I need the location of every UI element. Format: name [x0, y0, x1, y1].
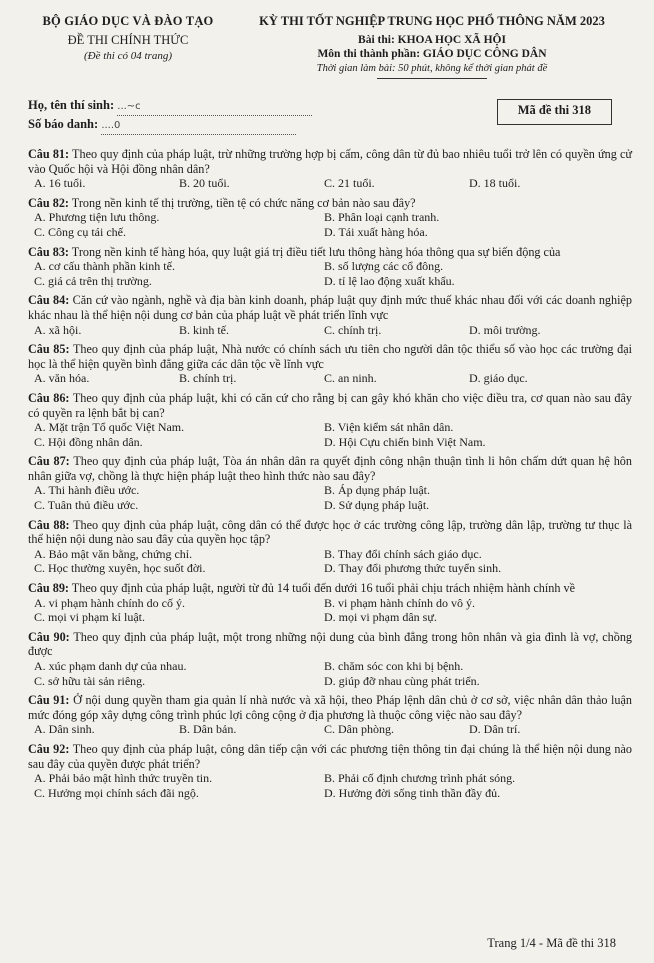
name-value: ...~c — [117, 98, 312, 116]
question-number: Câu 87: — [28, 454, 70, 469]
name-row — [28, 97, 312, 116]
exam-subject: Bài thi: KHOA HỌC XÃ HỘI — [358, 34, 506, 46]
answer-option: A. Bảo mật văn bằng, chứng chỉ. — [34, 546, 193, 561]
answer-option: C. an ninh. — [324, 371, 377, 386]
answer-option: C. Hội đồng nhân dân. — [34, 434, 143, 449]
answer-options — [28, 659, 632, 688]
ministry-name: BỘ GIÁO DỤC VÀ ĐÀO TẠO — [42, 14, 214, 28]
answer-option: D. tỉ lệ lao động xuất khẩu. — [324, 273, 455, 288]
question-text: Theo quy định của pháp luật, người từ đủ 14 tuổi đến dưới 16 tuổi phải chịu trách nhiệm hành chính về — [71, 581, 575, 596]
answer-option: A. vi phạm hành chính do cố ý. — [34, 595, 185, 610]
answer-option: B. Thay đổi chính sách giáo dục. — [324, 546, 482, 561]
question-number: Câu 84: — [28, 293, 70, 308]
question-stem — [28, 581, 632, 596]
question-number: Câu 83: — [28, 244, 69, 259]
time-note: Thời gian làm bài: 50 phút, không kể thời gian phát đề — [316, 63, 548, 74]
answer-option: D. Tái xuất hàng hóa. — [324, 224, 428, 239]
exam-code-box: Mã đề thi 318 — [497, 99, 612, 125]
question — [28, 630, 632, 688]
exam-header — [28, 14, 632, 79]
answer-option: A. 16 tuổi. — [34, 176, 86, 191]
answer-option: B. số lượng các cổ đông. — [324, 259, 444, 274]
exam-component: Môn thi thành phần: GIÁO DỤC CÔNG DÂN — [317, 48, 547, 60]
answer-option: C. Học thường xuyên, học suốt đời. — [34, 561, 206, 576]
question-text: Trong nền kinh tế thị trường, tiền tệ có chức năng cơ bản nào sau đây? — [71, 195, 416, 210]
question-stem — [28, 293, 632, 322]
answer-option: A. Phương tiện lưu thông. — [34, 210, 160, 225]
answer-option: B. Dân bản. — [179, 722, 237, 737]
answer-options — [28, 371, 632, 386]
question-number: Câu 91: — [28, 693, 70, 708]
question-stem — [28, 518, 632, 547]
exam-title: KỲ THI TỐT NGHIỆP TRUNG HỌC PHỔ THÔNG NĂM 2023 — [259, 14, 605, 28]
answer-option: D. 18 tuổi. — [469, 176, 521, 191]
answer-options — [28, 596, 632, 625]
question — [28, 245, 632, 289]
answer-option: C. Dân phòng. — [324, 722, 394, 737]
answer-options — [28, 259, 632, 288]
question-stem — [28, 196, 632, 211]
question-text: Theo quy định của pháp luật, trừ những trường hợp bị cấm, công dân từ đủ bao nhiêu tuổi trở lên có quyền ứng cử vào Quốc hội và Hội đồng nhân dân? — [28, 147, 633, 176]
question — [28, 454, 632, 512]
question-stem — [28, 630, 632, 659]
page-count-note: (Đề thi có 04 trang) — [84, 50, 172, 62]
answer-option: D. Thay đổi phương thức tuyển sinh. — [324, 561, 502, 576]
header-right — [232, 14, 632, 79]
page-footer: Trang 1/4 - Mã đề thi 318 — [487, 936, 616, 950]
answer-options — [28, 176, 632, 191]
question-text: Theo quy định của pháp luật, công dân có thể được học ở các trường công lập, trường dân lập, trường tư thục là thể hiện nội dung nào sau đây của quyền học tập? — [28, 517, 633, 547]
answer-option: C. sở hữu tài sản riêng. — [34, 673, 146, 688]
id-label: Số báo danh: — [28, 117, 99, 131]
answer-option: C. 21 tuổi. — [324, 176, 375, 191]
question — [28, 581, 632, 625]
answer-option: C. Tuân thủ điều ước. — [34, 498, 139, 513]
answer-option: B. Phải cố định chương trình phát sóng. — [324, 771, 516, 786]
answer-option: B. Viện kiểm sát nhân dân. — [324, 420, 454, 435]
answer-option: B. Phân loại cạnh tranh. — [324, 210, 440, 225]
question-text: Căn cứ vào ngành, nghề và địa bàn kinh doanh, pháp luật quy định mức thuế khác nhau đối với các doanh nghiệp khác nhau là thể hiện nội dung cơ bản của pháp luật về phát triển lĩnh vực — [28, 293, 633, 322]
answer-option: B. chính trị. — [179, 371, 237, 386]
header-divider — [377, 78, 487, 79]
question-stem — [28, 245, 632, 260]
question-number: Câu 85: — [28, 342, 70, 357]
official-label: ĐỀ THI CHÍNH THỨC — [67, 33, 189, 47]
answer-option: A. xúc phạm danh dự của nhau. — [34, 659, 187, 673]
answer-option: C. chính trị. — [324, 322, 382, 337]
answer-option: C. Hưởng mọi chính sách đãi ngộ. — [34, 785, 199, 800]
header-left — [28, 14, 228, 79]
question-stem — [28, 454, 632, 483]
question-text: Theo quy định của pháp luật, khi có căn cứ cho rằng bị can gây khó khăn cho việc điều tra, cơ quan nào sau đây có quyền ra lệnh bắt bị can? — [28, 390, 633, 420]
question — [28, 196, 632, 240]
question — [28, 293, 632, 337]
question-stem — [28, 742, 632, 771]
question-stem — [28, 342, 632, 371]
question-number: Câu 86: — [28, 390, 70, 405]
question-text: Trong nền kinh tế hàng hóa, quy luật giá trị điều tiết lưu thông hàng hóa thông qua sự biến động của — [71, 244, 561, 259]
candidate-info — [28, 97, 632, 135]
answer-option: A. cơ cấu thành phần kinh tế. — [34, 259, 175, 274]
answer-option: A. xã hội. — [34, 322, 82, 337]
answer-option: D. Hội Cựu chiến binh Việt Nam. — [324, 434, 486, 449]
answer-options — [28, 420, 632, 449]
answer-option: A. văn hóa. — [34, 371, 90, 386]
question-stem — [28, 147, 632, 176]
answer-option: C. Công cụ tái chế. — [34, 224, 126, 239]
question-text: Ở nội dung quyền tham gia quản lí nhà nước và xã hội, theo Pháp lệnh dân chủ ở cơ sở, việc nhân dân thảo luận mức đóng góp xây dựng công trình phúc lợi công cộng ở địa phương là thuộc công việc nào sau đây? — [28, 693, 633, 722]
id-row — [28, 116, 312, 135]
answer-option: A. Thi hành điều ước. — [34, 483, 140, 498]
question-text: Theo quy định của pháp luật, công dân tiếp cận với các phương tiện thông tin đại chúng là thể hiện nội dung nào sau đây của quyền được phát triển? — [28, 741, 632, 771]
question-stem — [28, 391, 632, 420]
question-number: Câu 88: — [28, 517, 70, 532]
answer-option: B. kinh tế. — [179, 322, 229, 337]
answer-option: B. 20 tuổi. — [179, 176, 230, 191]
answer-options — [28, 210, 632, 239]
answer-options — [28, 323, 632, 338]
answer-option: D. giúp đỡ nhau cùng phát triển. — [324, 673, 480, 688]
id-value: ....0 — [101, 117, 296, 135]
question-text: Theo quy định của pháp luật, Tòa án nhân dân ra quyết định công nhận thuận tình li hôn chấm dứt quan hệ hôn nhân giữa vợ, chồng là thực hiện pháp luật theo hình thức nào sau đây? — [28, 454, 632, 483]
answer-options — [28, 722, 632, 737]
question-number: Câu 89: — [28, 581, 69, 596]
answer-option: A. Phải bảo mật hình thức truyền tin. — [34, 771, 213, 786]
question — [28, 342, 632, 386]
answer-option: C. mọi vi phạm kỉ luật. — [34, 610, 145, 625]
answer-option: D. môi trường. — [469, 322, 541, 337]
question-number: Câu 81: — [28, 147, 70, 161]
question — [28, 742, 632, 800]
answer-option: B. chăm sóc con khi bị bệnh. — [324, 659, 464, 673]
answer-options — [28, 771, 632, 800]
question — [28, 391, 632, 449]
answer-option: A. Dân sinh. — [34, 722, 95, 737]
answer-option: D. Dân trí. — [469, 722, 521, 737]
question — [28, 518, 632, 576]
question-text: Theo quy định của pháp luật, một trong những nội dung của bình đẳng trong hôn nhân và gia đình là vợ, chồng được — [28, 629, 633, 659]
question-number: Câu 90: — [28, 629, 70, 644]
question-list — [28, 147, 632, 800]
answer-option: D. Hưởng đời sống tinh thần đầy đủ. — [324, 785, 501, 800]
answer-options — [28, 483, 632, 512]
question-stem — [28, 693, 632, 722]
answer-option: D. Sử dụng pháp luật. — [324, 498, 430, 513]
answer-option: D. giáo dục. — [469, 371, 528, 386]
question-text: Theo quy định của pháp luật, Nhà nước có chính sách ưu tiên cho người dân tộc thiểu số vào học các trường đại học là thể hiện quyền bình đẳng giữa các dân tộc về lĩnh vực — [28, 342, 633, 371]
answer-option: B. vi phạm hành chính do vô ý. — [324, 595, 475, 610]
answer-option: D. mọi vi phạm dân sự. — [324, 610, 437, 625]
name-label: Họ, tên thí sinh: — [28, 98, 115, 112]
answer-options — [28, 547, 632, 576]
answer-option: A. Mặt trận Tổ quốc Việt Nam. — [34, 420, 185, 435]
answer-option: B. Áp dụng pháp luật. — [324, 483, 430, 498]
question-number: Câu 92: — [28, 741, 70, 756]
question — [28, 693, 632, 737]
question — [28, 147, 632, 191]
question-number: Câu 82: — [28, 195, 69, 210]
answer-option: C. giá cả trên thị trường. — [34, 273, 152, 288]
